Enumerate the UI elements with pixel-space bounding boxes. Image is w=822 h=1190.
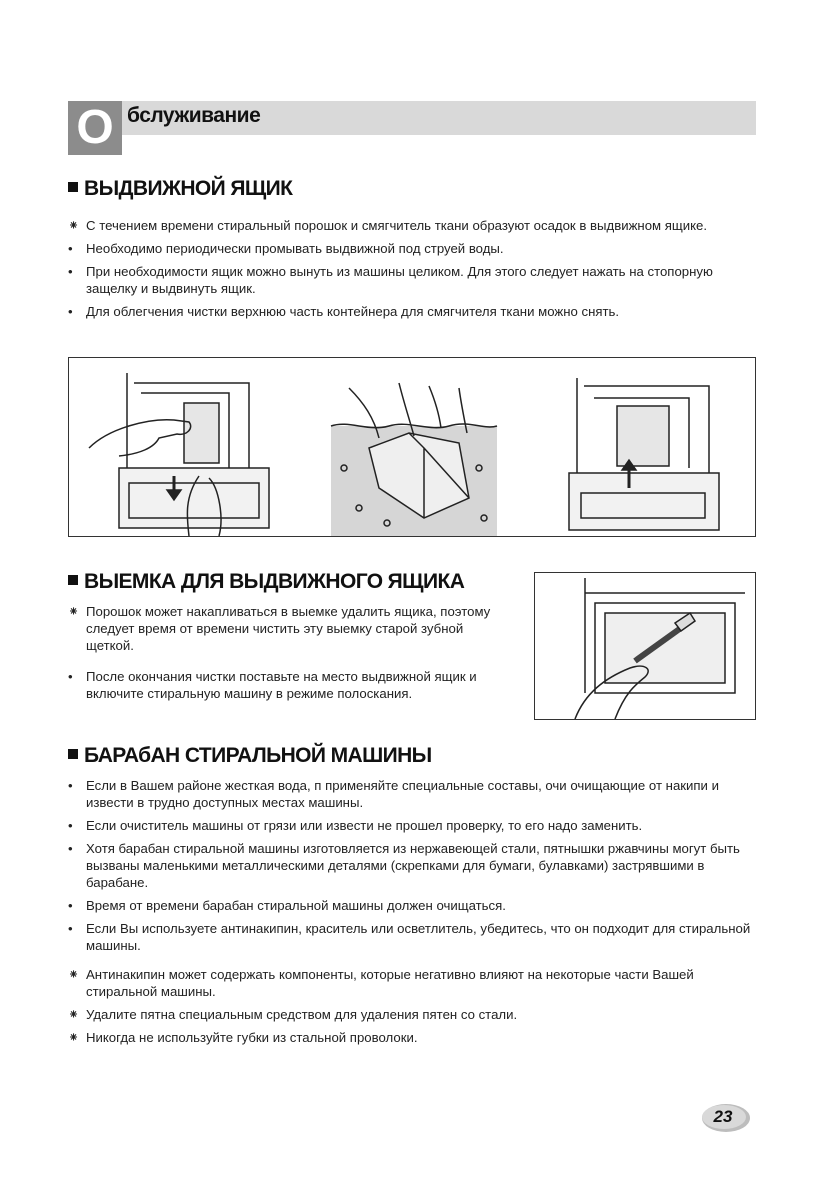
note-item [68, 1006, 758, 1023]
bullet-icon: • [68, 898, 73, 913]
list-item-text: Время от времени барабан стиральной машины должен очищаться. [86, 898, 506, 913]
bullet-icon: • [68, 264, 73, 279]
list-item [68, 603, 498, 654]
note-item [68, 1029, 758, 1046]
list-item [68, 303, 758, 320]
section3-notes [68, 966, 758, 1052]
page-title: бслуживание [127, 104, 261, 127]
bullet-icon: • [68, 669, 73, 684]
list-item [68, 263, 758, 297]
section-heading-drum [68, 744, 432, 768]
bullet-icon: • [68, 241, 73, 256]
drawer-insert-illustration [569, 378, 719, 530]
header-letter-box [68, 101, 122, 155]
asterisk-icon: ⁕ [68, 218, 80, 233]
list-item [68, 817, 758, 834]
bullet-icon: • [68, 778, 73, 793]
recess-cleaning-illustration [535, 573, 755, 719]
list-item-text: Хотя барабан стиральной машины изготовляется из нержавеющей стали, пятнышки ржавчины могут быть вызваны маленькими металлическими деталями (скрепками для бумаги, булавками) застрявшими в барабане. [86, 841, 740, 890]
list-item-text: Порошок может накапливаться в выемке удалить ящика, поэтому следует время от времени чистить эту выемку старой зубной щеткой. [86, 604, 491, 653]
section3-list [68, 777, 758, 960]
section1-list [68, 217, 758, 326]
heading-square-icon [68, 575, 78, 585]
note-item [68, 966, 758, 1000]
heading-square-icon [68, 182, 78, 192]
section-heading-drawer-recess [68, 570, 464, 594]
section-heading-text: БАРАбАН СТИРАЛЬНОЙ МАШИНЫ [84, 744, 432, 767]
drawer-press-latch-illustration [89, 373, 269, 536]
list-item-text: Для облегчения чистки верхнюю часть контейнера для смягчителя ткани можно снять. [86, 304, 620, 319]
list-item [68, 897, 758, 914]
list-item-text: С течением времени стиральный порошок и смягчитель ткани образуют осадок в выдвижном ящике. [86, 218, 708, 233]
bullet-icon: • [68, 818, 73, 833]
list-item-text: Если в Вашем районе жесткая вода, п применяйте специальные составы, очи очищающие от накипи и извести в трудно доступных местах машины. [86, 778, 719, 810]
list-item [68, 920, 758, 954]
list-item [68, 217, 758, 234]
list-item [68, 840, 758, 891]
page-number: 23 [713, 1107, 733, 1126]
header-letter: О [76, 101, 114, 154]
section2-list [68, 603, 498, 708]
drawer-washing-illustration [331, 383, 497, 536]
section-heading-drawer [68, 177, 292, 201]
bullet-icon: • [68, 304, 73, 319]
section-heading-text: ВЫДВИЖНОЙ ЯЩИК [84, 177, 293, 200]
note-text: Никогда не используйте губки из стальной проволоки. [86, 1030, 418, 1045]
list-item-text: Необходимо периодически промывать выдвижной под струей воды. [86, 241, 504, 256]
bullet-icon: • [68, 921, 73, 936]
list-item [68, 240, 758, 257]
list-item [68, 668, 498, 702]
section-heading-text: ВЫЕМКА ДЛЯ ВЫДВИЖНОГО ЯЩИКА [84, 570, 465, 593]
list-item-text: После окончания чистки поставьте на место выдвижной ящик и включите стиральную машину в режиме полоскания. [86, 669, 477, 701]
drawer-illustration [69, 358, 755, 536]
asterisk-icon: ⁕ [68, 967, 80, 982]
note-text: Антинакипин может содержать компоненты, которые негативно влияют на некоторые части Вашей стиральной машины. [86, 967, 694, 999]
list-item-text: Если Вы используете антинакипин, краситель или осветлитель, убедитесь, что он подходит для стиральной машины. [86, 921, 751, 953]
note-text: Удалите пятна специальным средством для удаления пятен со стали. [86, 1007, 518, 1022]
asterisk-icon: ⁕ [68, 1030, 80, 1045]
asterisk-icon: ⁕ [68, 604, 80, 619]
recess-cleaning-illustration-panel [534, 572, 756, 720]
drawer-illustration-panel [68, 357, 756, 537]
list-item-text: При необходимости ящик можно вынуть из машины целиком. Для этого следует нажать на стопорную защелку и выдвинуть ящик. [86, 264, 713, 296]
list-item-text: Если очиститель машины от грязи или извести не прошел проверку, то его надо заменить. [86, 818, 643, 833]
heading-square-icon [68, 749, 78, 759]
bullet-icon: • [68, 841, 73, 856]
asterisk-icon: ⁕ [68, 1007, 80, 1022]
list-item [68, 777, 758, 811]
